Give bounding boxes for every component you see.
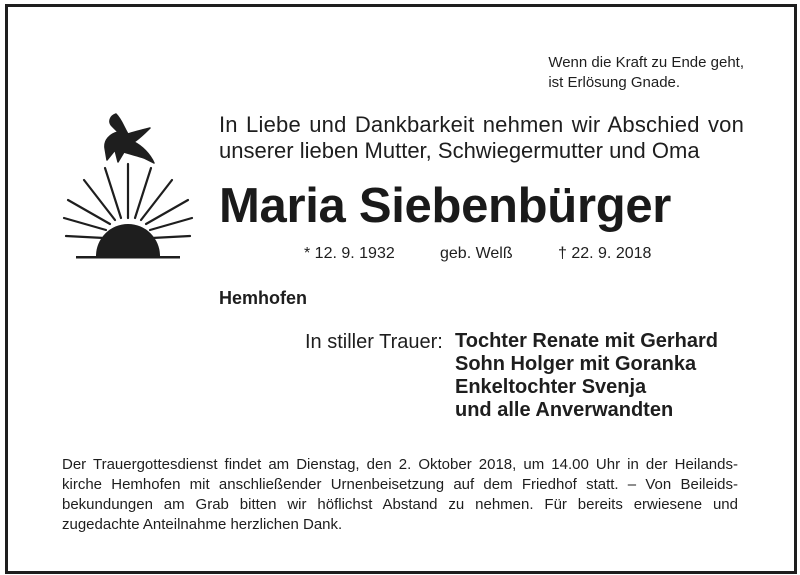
hometown: Hemhofen <box>219 288 308 308</box>
birth-date: * 12. 9. 1932 <box>304 245 395 262</box>
mourner-item: Enkeltochter Svenja <box>455 376 647 398</box>
dove-over-rising-sun-icon <box>58 110 198 262</box>
mourning-label: In stiller Trauer: <box>305 331 443 353</box>
motto <box>548 53 744 93</box>
service-notice: Der Trauergottesdienst findet am Dienstag, den 2. Oktober 2018, um 14.00 Uhr in der Heilands- kirche Hemhofen mit anschließender Urnenbeisetzung auf dem Friedhof statt. – Von Beileids- bekundungen am Grab bitten wir höflichst Abstand zu nehmen. Für bereits erwiesene und zugedachte Anteilnahme herzlichen Dank. <box>62 456 738 533</box>
mourner-item: Tochter Renate mit Gerhard <box>455 330 719 352</box>
motto-line-1: Wenn die Kraft zu Ende geht, <box>548 54 744 71</box>
death-date: † 22. 9. 2018 <box>558 245 652 262</box>
dove-icon <box>105 114 154 163</box>
maiden-name: geb. Welß <box>440 245 513 262</box>
deceased-name: Maria Siebenbürger <box>219 179 672 233</box>
mourner-item: und alle Anverwandten <box>455 399 674 421</box>
mourner-item: Sohn Holger mit Goranka <box>455 353 697 375</box>
sun-icon <box>76 224 180 259</box>
intro-text <box>219 112 745 164</box>
motto-line-2: ist Erlösung Gnade. <box>548 74 681 91</box>
intro-line-2: unserer lieben Mutter, Schwiegermutter und Oma <box>219 138 700 163</box>
intro-line-1: In Liebe und Dankbarkeit nehmen wir Abschied von <box>219 112 745 137</box>
mourners-list <box>455 330 718 422</box>
